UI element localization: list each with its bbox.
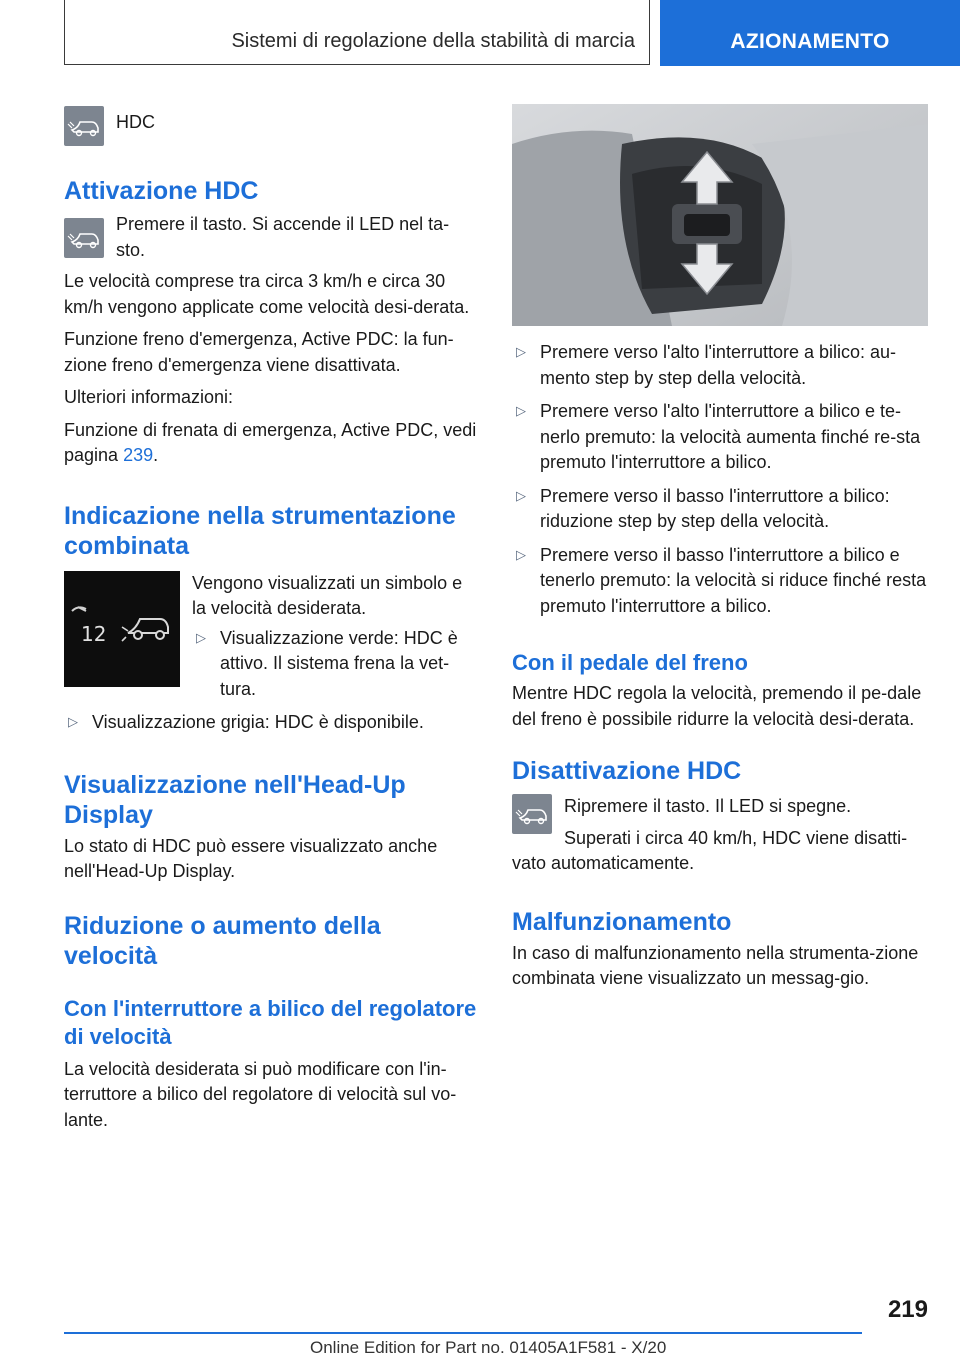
cluster-bullet [192,626,478,703]
malfunction-heading: Malfunzionamento [512,907,732,936]
triangle-bullet-icon: ▷ [68,714,78,729]
steering-wheel-rocker-photo [512,104,928,326]
hud-text: Lo stato di HDC può essere visualizzato anche nell'Head-Up Display. [64,835,438,881]
page-number: 219 [887,1296,928,1323]
rocker-bullet [512,399,928,476]
rocker-bullet-text: Premere verso il basso l'interruttore a bilico e tenerlo premuto: la velocità si riduce finché resta premuto l'interruttore a bilico. [540,544,927,616]
hdc-symbol-row [64,106,478,146]
rocker-bullet-text: Premere verso l'alto l'interruttore a bilico: au-mento step by step della velocità. [540,342,897,388]
rocker-bullet [512,484,928,535]
hdc-button-icon [512,794,552,834]
cluster-intro: Vengono visualizzati un simbolo e la velocità desiderata. [192,572,463,618]
activation-more-info: Ulteriori informazioni: [64,387,234,407]
rocker-subheading: Con l'interruttore a bilico del regolatore di velocità [64,995,477,1049]
rocker-bullet-text: Premere verso l'alto l'interruttore a bilico e te-nerlo premuto: la velocità aumenta finché re-sta premuto l'interruttore a bilico. [540,401,921,472]
triangle-bullet-icon: ▷ [516,546,526,562]
rocker-bullet [512,340,928,391]
hud-heading: Visualizzazione nell'Head-Up Display [64,770,406,829]
display-speed: 12 [81,621,107,646]
rocker-bullet-text: Premere verso il basso l'interruttore a bilico: riduzione step by step della velocità. [540,485,890,531]
hdc-button-icon [64,106,104,146]
activation-emergency-brake: Funzione freno d'emergenza, Active PDC: la fun-zione freno d'emergenza viene disattivata. [64,329,454,375]
section-title: Sistemi di regolazione della stabilità di marcia [231,30,635,52]
triangle-bullet-icon: ▷ [516,403,526,418]
triangle-bullet-icon: ▷ [516,344,526,359]
deactivation-instruction: Ripremere il tasto. Il LED si spegne. [564,796,852,816]
triangle-bullet-icon: ▷ [196,629,206,645]
speed-adjust-heading: Riduzione o aumento della velocità [64,911,381,970]
deactivation-heading: Disattivazione HDC [512,757,742,785]
hdc-button-icon [64,218,104,258]
instrument-cluster-display [64,571,180,687]
edition-info: Online Edition for Part no. 01405A1F581 - X/20 [310,1338,667,1357]
malfunction-text: In caso di malfunzionamento nella strumenta-zione combinata viene visualizzato un messag-gio. [512,942,919,988]
rocker-bullet [512,543,928,620]
page-header [64,0,960,66]
reference-text: Funzione di frenata di emergenza, Active PDC, vedi pagina [64,419,477,465]
page-link[interactable]: 239 [123,445,154,465]
section-tab [64,0,650,65]
deactivation-text: Superati i circa 40 km/h, HDC viene disatti-vato automaticamente. [512,827,908,873]
activation-heading: Attivazione HDC [64,177,259,205]
cluster-bullet-text: Visualizzazione grigia: HDC è disponibile. [92,712,424,732]
activation-instruction: Premere il tasto. Si accende il LED nel ta-sto. [116,214,450,260]
activation-instruction-row [64,212,478,263]
chapter-title: AZIONAMENTO [730,30,890,53]
activation-reference [64,418,478,469]
cluster-bullet-text: Visualizzazione verde: HDC è attivo. Il sistema frena la vet-tura. [220,627,458,699]
brake-heading: Con il pedale del freno [512,650,748,675]
cluster-bullet [64,710,478,736]
brake-text: Mentre HDC regola la velocità, premendo il pe-dale del freno è possibile ridurre la velocità desi-derata. [512,683,922,729]
hdc-label: HDC [116,112,155,132]
activation-speed-range: Le velocità comprese tra circa 3 km/h e circa 30 km/h vengono applicate come velocità desi-derata. [64,271,470,317]
footer-divider [64,1332,862,1334]
chapter-tab [660,0,960,66]
right-column [512,104,928,992]
deactivation-row [512,794,928,877]
triangle-bullet-icon: ▷ [516,487,526,503]
reference-suffix: . [153,445,159,465]
cluster-row [64,571,478,703]
cluster-heading: Indicazione nella strumentazione combinata [64,501,456,560]
rocker-text: La velocità desiderata si può modificare con l'in-terruttore a bilico del regolatore di velocità sul vo-lante. [64,1058,457,1130]
left-column [64,100,478,1133]
